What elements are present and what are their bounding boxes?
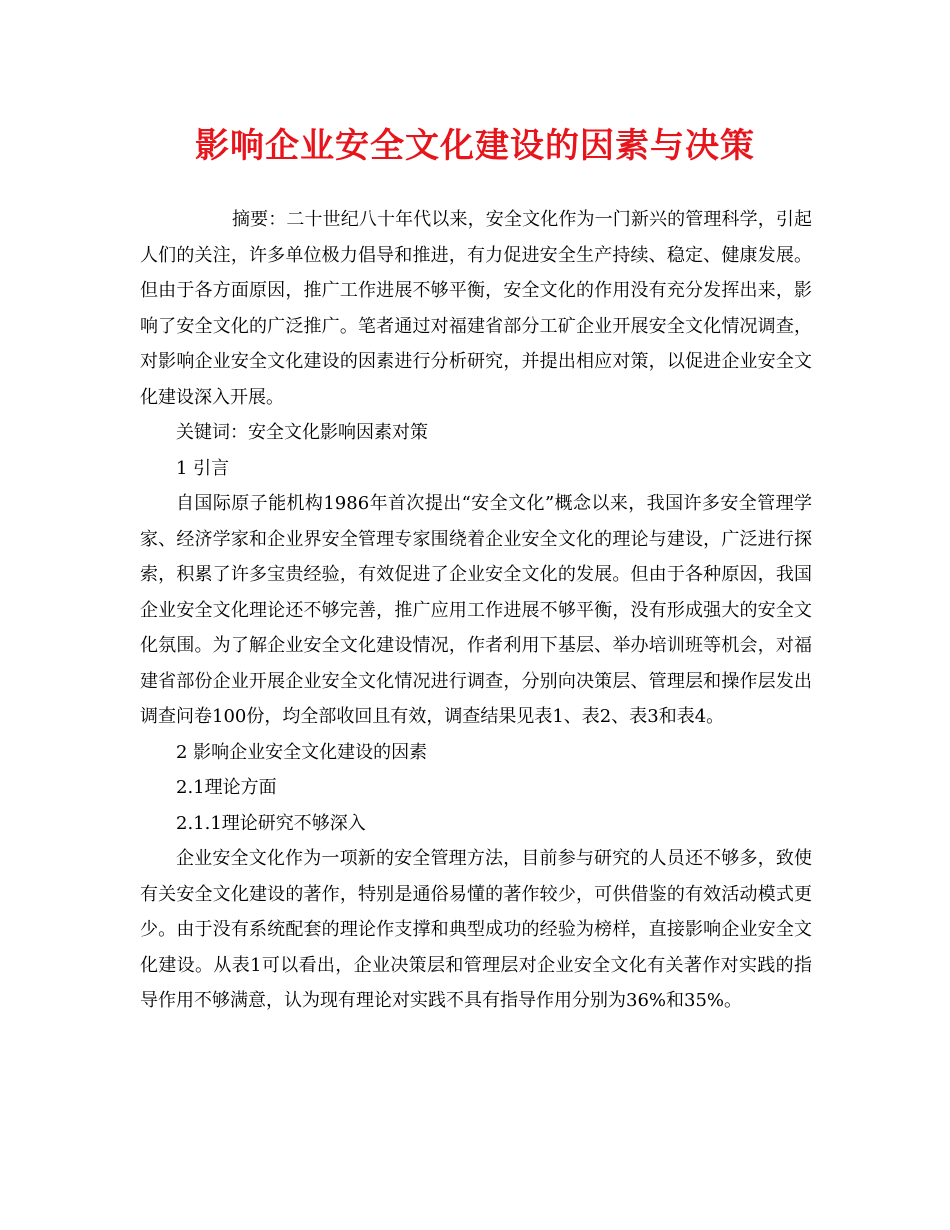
section-1-heading: 1 引言 <box>176 457 230 479</box>
document-body <box>140 202 812 1019</box>
abstract-paragraph: 摘要：二十世纪八十年代以来，安全文化作为一门新兴的管理科学，引起人们的关注，许多单位极力倡导和推进，有力促进安全生产持续、稳定、健康发展。但由于各方面原因，推广工作进展不够平衡，安全文化的作用没有充分发挥出来，影响了安全文化的广泛推广。笔者通过对福建省部分工矿企业开展安全文化情况调查，对影响企业安全文化建设的因素进行分析研究，并提出相应对策，以促进企业安全文化建设深入开展。 <box>140 209 812 408</box>
section-2-1-1-paragraph: 企业安全文化作为一项新的安全管理方法，目前参与研究的人员还不够多，致使有关安全文化建设的著作，特别是通俗易懂的著作较少，可供借鉴的有效活动模式更少。由于没有系统配套的理论作支撑和典型成功的经验为榜样，直接影响企业安全文化建设。从表1可以看出，企业决策层和管理层对企业安全文化有关著作对实践的指导作用不够满意，认为现有理论对实践不具有指导作用分别为36%和35%。 <box>140 848 812 1011</box>
document-title: 影响企业安全文化建设的因素与决策 <box>195 126 755 166</box>
keywords-line: 关键词：安全文化影响因素对策 <box>176 422 428 443</box>
section-2-heading: 2 影响企业安全文化建设的因素 <box>176 741 428 763</box>
section-1-paragraph: 自国际原子能机构1986年首次提出“安全文化”概念以来，我国许多安全管理学家、经济学家和企业界安全管理专家围绕着企业安全文化的理论与建设，广泛进行探索，积累了许多宝贵经验，有效促进了企业安全文化的发展。但由于各种原因，我国企业安全文化理论还不够完善，推广应用工作进展不够平衡，没有形成强大的安全文化氛围。为了解企业安全文化建设情况，作者利用下基层、举办培训班等机会，对福建省部份企业开展企业安全文化情况进行调查，分别向决策层、管理层和操作层发出调查问卷100份，均全部收回且有效，调查结果见表1、表2、表3和表4。 <box>140 493 812 727</box>
section-2-1-1-heading: 2.1.1理论研究不够深入 <box>176 812 366 834</box>
section-2-1-heading: 2.1理论方面 <box>176 777 277 798</box>
